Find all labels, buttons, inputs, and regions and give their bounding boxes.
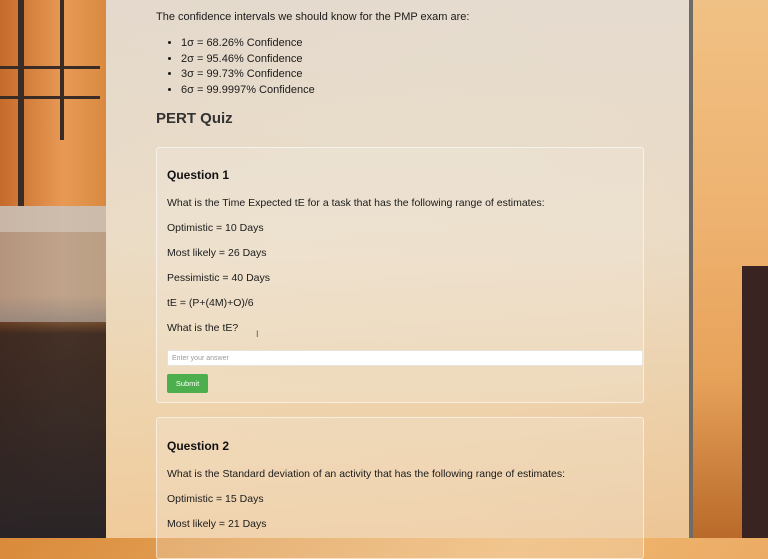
background-right-photo: [692, 0, 768, 538]
ship-rigging: [0, 66, 100, 69]
ship-mast: [18, 0, 24, 206]
question-card-1: [156, 147, 644, 403]
question-line: Most likely = 26 Days: [167, 247, 267, 259]
ship-mast: [60, 0, 64, 140]
question-line: tE = (P+(4M)+O)/6: [167, 297, 254, 309]
background-left-photo: [0, 0, 106, 538]
question-prompt: What is the Standard deviation of an activity that has the following range of estimates:: [167, 468, 566, 480]
question-prompt: What is the Time Expected tE for a task that has the following range of estimates:: [167, 197, 545, 209]
intro-text: The confidence intervals we should know for the PMP exam are:: [156, 11, 470, 23]
list-item: • 1σ = 68.26% Confidence: [181, 36, 315, 52]
question-line: Optimistic = 15 Days: [167, 493, 264, 505]
submit-button[interactable]: Submit: [167, 374, 208, 393]
ship-rigging: [0, 96, 100, 99]
column-divider: [689, 0, 693, 538]
ship-hull: [0, 232, 106, 322]
question-line: Pessimistic = 40 Days: [167, 272, 270, 284]
confidence-interval-list: [166, 36, 315, 98]
ship-deck: [0, 206, 106, 232]
list-item: • 6σ = 99.9997% Confidence: [181, 83, 315, 99]
list-item: • 2σ = 95.46% Confidence: [181, 52, 315, 68]
article-content: [106, 0, 689, 538]
question-line: Most likely = 21 Days: [167, 518, 267, 530]
question-title: Question 2: [167, 439, 230, 453]
ship-hull: [742, 266, 768, 538]
list-item: • 3σ = 99.73% Confidence: [181, 67, 315, 83]
question-title: Question 1: [167, 168, 230, 182]
question-line: What is the tE?: [167, 322, 239, 334]
text-cursor-icon: I: [256, 329, 259, 339]
quiz-title: PERT Quiz: [156, 110, 233, 127]
answer-input[interactable]: [167, 350, 643, 366]
question-line: Optimistic = 10 Days: [167, 222, 264, 234]
